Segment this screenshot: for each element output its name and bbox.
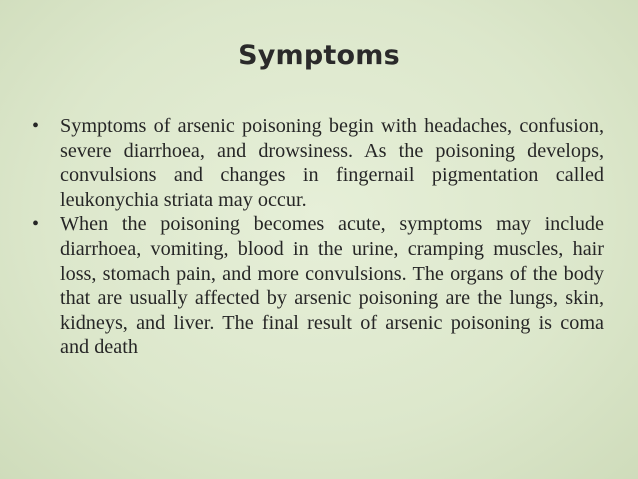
slide-title: Symptoms <box>238 40 400 71</box>
bullet-item-1 <box>32 114 604 212</box>
bullet-marker-icon: • <box>32 115 40 137</box>
bullet-list <box>32 114 604 360</box>
bullet-text-2: When the poisoning becomes acute, symptoms may include diarrhoea, vomiting, blood in the urine, cramping muscles, hair loss, stomach pain, and more convulsions. The organs of the body that are usually affected by arsenic poisoning are the lungs, skin, kidneys, and liver. The final result of arsenic poisoning is coma and death <box>60 213 604 359</box>
bullet-text-1: Symptoms of arsenic poisoning begin with headaches, confusion, severe diarrhoea, and drowsiness. As the poisoning develops, convulsions and changes in fingernail pigmentation called leukonychia striata may occur. <box>60 115 604 211</box>
bullet-marker-icon: • <box>32 213 40 236</box>
bullet-item-2 <box>32 212 604 360</box>
